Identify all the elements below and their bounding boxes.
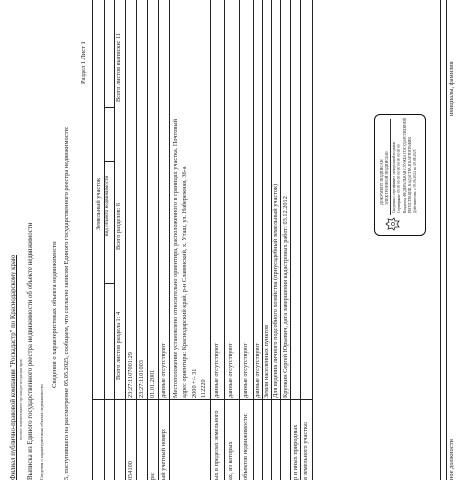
date-value: 054100 <box>127 461 134 480</box>
value-cell: Земли населенных пунктов <box>263 324 270 398</box>
value-cell: данные отсутствуют <box>242 343 249 398</box>
stamp-line: ДОКУМЕНТ ПОДПИСАН <box>379 159 384 205</box>
table-rule <box>169 0 170 480</box>
electronic-signature-stamp <box>374 114 426 236</box>
row-label: я земельного участка: <box>302 421 309 480</box>
table-rule-vertical <box>92 399 312 400</box>
value-cell: адрес ориентира: Краснодарский край, р-н Славянский, х. Уташ, ул. Набережная, 36-а <box>181 166 188 398</box>
coat-of-arms-icon <box>385 217 401 231</box>
table-rule <box>210 0 211 480</box>
quarter-number: 23:27:1101003 <box>138 360 145 398</box>
object-type: Земельный участок <box>95 177 102 230</box>
value-cell: данные отсутствуют <box>160 343 167 398</box>
stamp-line: Сертификат: 00 00 00 00 00 00 00 00 00 00 00 <box>397 144 401 213</box>
table-rule-vertical <box>104 283 114 284</box>
sheets-total: Всего листов выписки: 11 <box>115 32 122 102</box>
table-rule <box>300 0 301 480</box>
value-cell: Местоположение установлено относительно ориентира, расположенного в границах участка. Почтовый <box>172 119 179 398</box>
table-rule-vertical <box>104 161 114 162</box>
row-label: ых в пределах земельного <box>213 410 220 480</box>
section-heading: Сведения о характеристиках объекта недвижимости <box>51 241 58 388</box>
cadastral-number: 23:27:1107001:29 <box>127 352 134 398</box>
value-cell: Для ведения личного подсобного хозяйства (приусадебный земельный участок) <box>272 183 279 398</box>
value-cell: Крупкин Сергей Юрьевич, дата завершения кадастровых работ: 03.12.2012 <box>282 196 289 398</box>
organization-name: Филиал публично-правовой компании "Роскадастр" по Краснодарскому краю <box>10 255 17 480</box>
organization-caption: полное наименование органа регистрации прав <box>18 359 23 440</box>
stamp-line: РЕГИСТРАЦИИ, КАДАСТРА И КАРТОГРАФИИ <box>408 137 412 213</box>
document-title: Выписка из Единого государственного реестра недвижимости об объекте недвижимости <box>27 222 34 480</box>
name-caption: инициалы, фамилия <box>448 61 455 116</box>
table-rule <box>158 0 159 480</box>
table-rule-vertical <box>104 107 114 108</box>
table-rule <box>224 0 225 480</box>
table-rule <box>136 0 137 480</box>
row-label: объектов недвижимости: <box>242 413 249 480</box>
signature-rule <box>440 0 441 480</box>
stamp-line: Владелец: ФЕДЕРАЛЬНАЯ СЛУЖБА ГОСУДАРСТВЕННОЙ <box>403 117 407 213</box>
table-rule <box>312 0 313 480</box>
value-cell: 2000 +/- 31 <box>191 368 198 398</box>
table-rule <box>253 0 254 480</box>
value-cell: данные отсутствуют <box>254 343 261 398</box>
table-rule <box>262 0 263 480</box>
row-label: ра: <box>149 472 156 480</box>
row-label: р и иных природных <box>292 424 299 480</box>
table-rule <box>239 0 240 480</box>
sections-total: Всего разделов: 6 <box>115 202 122 250</box>
row-label: ый учетный номер: <box>160 428 167 480</box>
value-cell: данные отсутствуют <box>227 343 234 398</box>
table-rule <box>280 0 281 480</box>
assign-date: 01.01.2001 <box>149 369 156 398</box>
section-label: Раздел 1 Лист 1 <box>80 41 87 84</box>
value-cell: данные отсутствуют <box>213 343 220 398</box>
table-rule <box>125 0 126 480</box>
stamp-divider <box>390 119 391 215</box>
value-cell: 112220 <box>200 379 207 398</box>
stamp-line: ЭЛЕКТРОННОЙ ПОДПИСЬЮ <box>384 151 389 205</box>
table-rule <box>104 0 105 480</box>
sheets-in-section: Всего листов раздела 1: 4 <box>115 311 122 380</box>
table-rule <box>147 0 148 480</box>
signature-rule <box>446 0 447 480</box>
table-rule <box>92 0 93 480</box>
table-rule <box>290 0 291 480</box>
request-paragraph: 5, поступившего на рассмотрение 05.05.2025, сообщаем, что согласно записям Единого государственного реестра недвижимости: <box>63 126 70 480</box>
document-subtitle: Сведения о характеристиках объекта недвижимости <box>39 384 44 480</box>
object-type-caption: вид объекта недвижимости <box>104 175 110 236</box>
position-caption: ное должности <box>448 439 455 480</box>
stamp-line: Сведения о сертификате электронной подписи <box>392 141 396 213</box>
stamp-line: Действителен: с 05.06.2024 по 29.08.2025 <box>413 149 417 213</box>
row-label: ах, из которых <box>227 441 234 480</box>
